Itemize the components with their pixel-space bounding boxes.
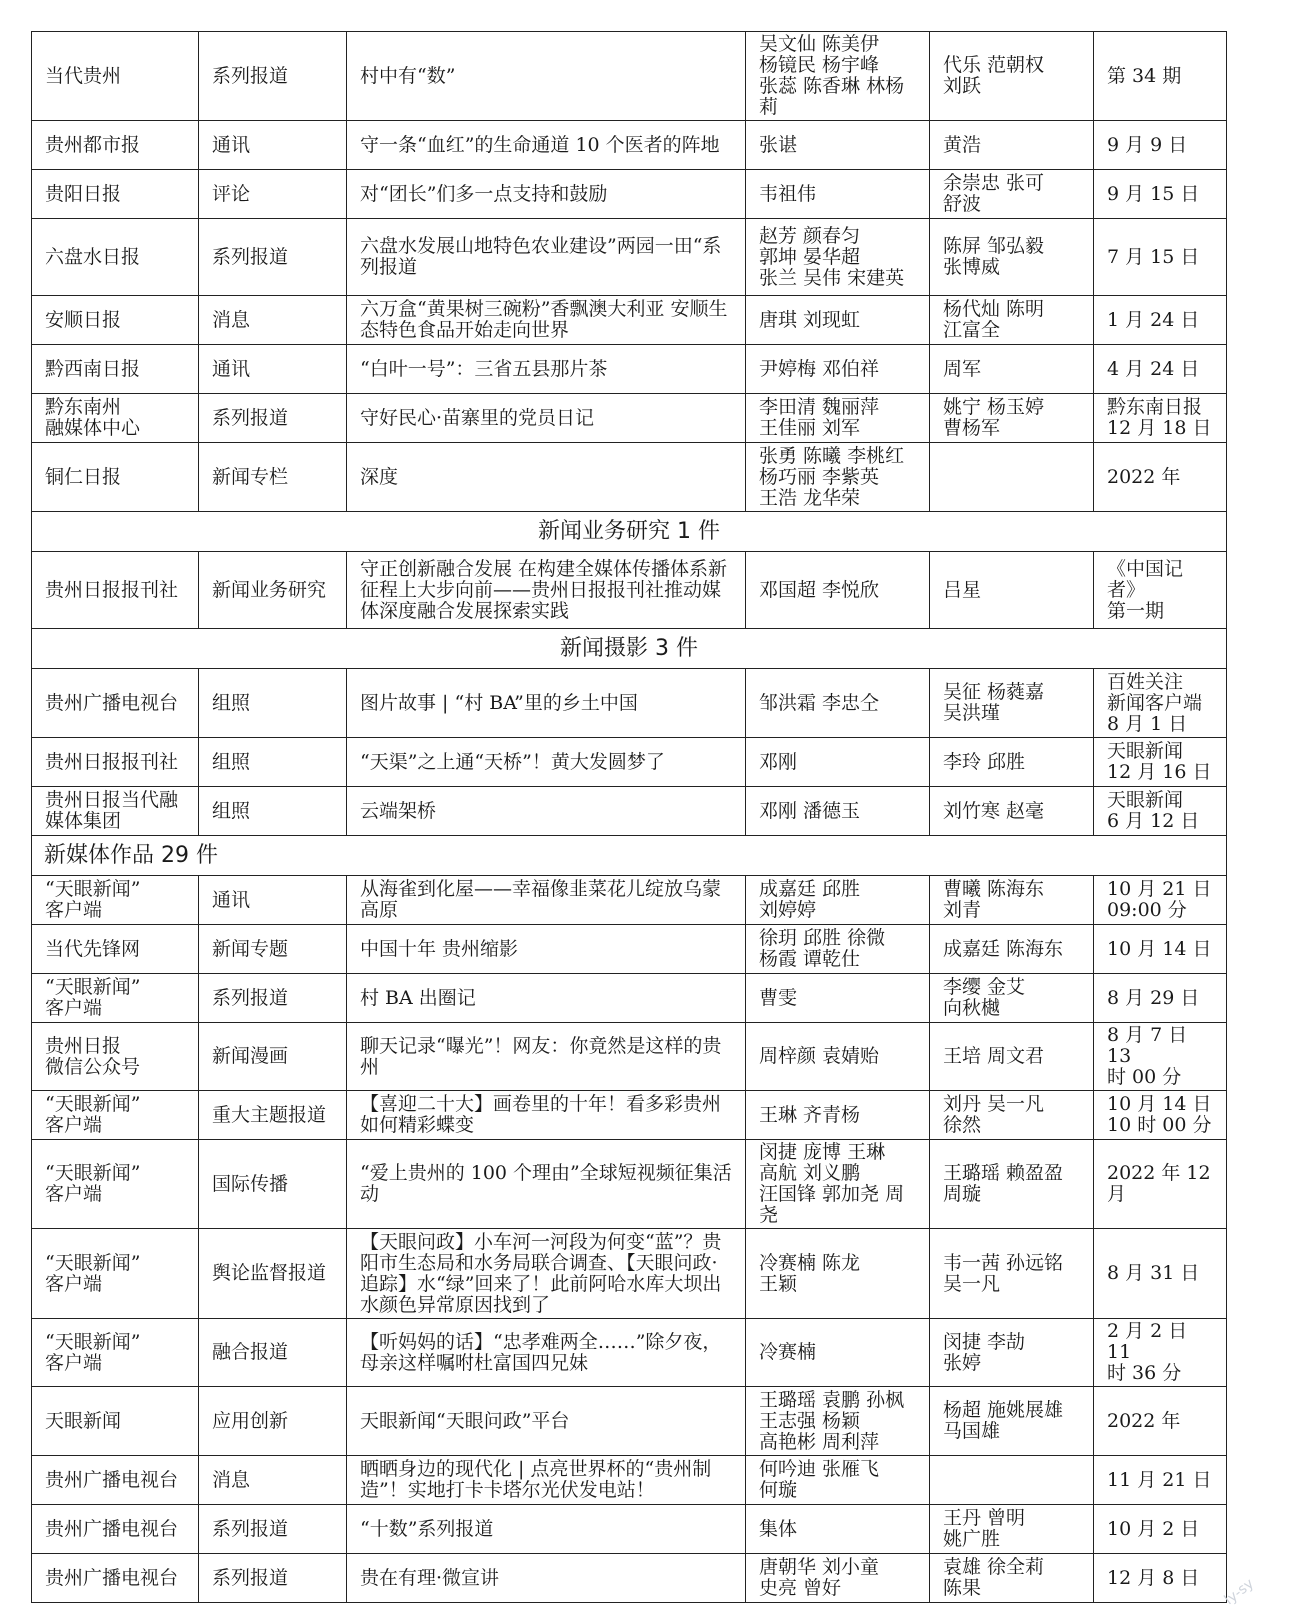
category-cell: 通讯 xyxy=(199,876,347,925)
title-cell: 聊天记录“曝光”！网友：你竟然是这样的贵州 xyxy=(347,1023,746,1091)
table-row xyxy=(32,1387,1227,1456)
title-cell: 从海雀到化屋——幸福像韭菜花儿绽放乌蒙高原 xyxy=(347,876,746,925)
media-cell: 天眼新闻 xyxy=(32,1387,199,1456)
title-cell: 守正创新融合发展 在构建全媒体传播体系新征程上大步向前——贵州日报报刊社推动媒体深度融合发展探索实践 xyxy=(347,552,746,629)
section-title: 新闻摄影 3 件 xyxy=(32,629,1227,669)
editor-cell: 刘竹寒 赵毫 xyxy=(930,787,1094,836)
table-row xyxy=(32,1140,1227,1229)
author-cell: 王琳 齐青杨 xyxy=(746,1091,930,1140)
editor-cell: 周军 xyxy=(930,345,1094,394)
title-cell: 深度 xyxy=(347,443,746,512)
table-row xyxy=(32,1456,1227,1505)
category-cell: 国际传播 xyxy=(199,1140,347,1229)
title-cell: “天渠”之上通“天桥”！黄大发圆梦了 xyxy=(347,738,746,787)
section-header-research xyxy=(32,512,1227,552)
editor-cell: 杨代灿 陈明 江富全 xyxy=(930,296,1094,345)
media-cell: 贵州日报当代融 媒体集团 xyxy=(32,787,199,836)
editor-cell: 刘丹 吴一凡 徐然 xyxy=(930,1091,1094,1140)
date-cell: 2022 年 xyxy=(1094,1387,1227,1456)
table-row xyxy=(32,345,1227,394)
media-cell: “天眼新闻” 客户端 xyxy=(32,974,199,1023)
media-cell: “天眼新闻” 客户端 xyxy=(32,876,199,925)
title-cell: 【听妈妈的话】“忠孝难两全……”除夕夜，母亲这样嘱咐杜富国四兄妹 xyxy=(347,1319,746,1387)
date-cell: 天眼新闻 6 月 12 日 xyxy=(1094,787,1227,836)
table-row xyxy=(32,1023,1227,1091)
author-cell: 赵芳 颜春匀 郭坤 晏华超 张兰 吴伟 宋建英 xyxy=(746,219,930,296)
editor-cell: 黄浩 xyxy=(930,121,1094,170)
media-cell: 当代贵州 xyxy=(32,32,199,121)
media-cell: 安顺日报 xyxy=(32,296,199,345)
date-cell: 2 月 2 日 11 时 36 分 xyxy=(1094,1319,1227,1387)
media-cell: “天眼新闻” 客户端 xyxy=(32,1140,199,1229)
media-cell: 贵阳日报 xyxy=(32,170,199,219)
editor-cell: 韦一茜 孙远铭 吴一凡 xyxy=(930,1229,1094,1319)
editor-cell: 吴征 杨蕤嘉 吴洪瑾 xyxy=(930,669,1094,738)
date-cell: 11 月 21 日 xyxy=(1094,1456,1227,1505)
category-cell: 组照 xyxy=(199,738,347,787)
editor-cell: 代乐 范朝权 刘跃 xyxy=(930,32,1094,121)
editor-cell: 王培 周文君 xyxy=(930,1023,1094,1091)
author-cell: 何吟迪 张雁飞 何璇 xyxy=(746,1456,930,1505)
category-cell: 融合报道 xyxy=(199,1319,347,1387)
author-cell: 曹雯 xyxy=(746,974,930,1023)
editor-cell xyxy=(930,443,1094,512)
author-cell: 唐朝华 刘小童 史亮 曾好 xyxy=(746,1554,930,1603)
date-cell: 2022 年 xyxy=(1094,443,1227,512)
author-cell: 集体 xyxy=(746,1505,930,1554)
date-cell: 百姓关注 新闻客户端 8 月 1 日 xyxy=(1094,669,1227,738)
category-cell: 组照 xyxy=(199,787,347,836)
author-cell: 邓刚 潘德玉 xyxy=(746,787,930,836)
editor-cell: 余崇忠 张可 舒波 xyxy=(930,170,1094,219)
category-cell: 舆论监督报道 xyxy=(199,1229,347,1319)
author-cell: 邓刚 xyxy=(746,738,930,787)
editor-cell: 闵捷 李劼 张婷 xyxy=(930,1319,1094,1387)
author-cell: 邹洪霜 李忠仝 xyxy=(746,669,930,738)
date-cell: 8 月 31 日 xyxy=(1094,1229,1227,1319)
date-cell: 9 月 15 日 xyxy=(1094,170,1227,219)
media-cell: 贵州都市报 xyxy=(32,121,199,170)
author-cell: 张谌 xyxy=(746,121,930,170)
table-row xyxy=(32,1091,1227,1140)
editor-cell: 袁雄 徐全莉 陈果 xyxy=(930,1554,1094,1603)
media-cell: 贵州广播电视台 xyxy=(32,1554,199,1603)
category-cell: 通讯 xyxy=(199,121,347,170)
date-cell: 2022 年 12 月 xyxy=(1094,1140,1227,1229)
date-cell: 10 月 21 日 09:00 分 xyxy=(1094,876,1227,925)
media-cell: 当代先锋网 xyxy=(32,925,199,974)
title-cell: “十数”系列报道 xyxy=(347,1505,746,1554)
category-cell: 系列报道 xyxy=(199,1505,347,1554)
title-cell: 【喜迎二十大】画卷里的十年！看多彩贵州如何精彩蝶变 xyxy=(347,1091,746,1140)
table-row xyxy=(32,443,1227,512)
title-cell: 村中有“数” xyxy=(347,32,746,121)
media-cell: 贵州日报报刊社 xyxy=(32,738,199,787)
table-row xyxy=(32,1505,1227,1554)
date-cell: 天眼新闻 12 月 16 日 xyxy=(1094,738,1227,787)
editor-cell: 曹曦 陈海东 刘青 xyxy=(930,876,1094,925)
editor-cell: 吕星 xyxy=(930,552,1094,629)
table-row xyxy=(32,925,1227,974)
author-cell: 尹婷梅 邓伯祥 xyxy=(746,345,930,394)
category-cell: 通讯 xyxy=(199,345,347,394)
category-cell: 组照 xyxy=(199,669,347,738)
category-cell: 系列报道 xyxy=(199,32,347,121)
author-cell: 王璐瑶 袁鹏 孙枫 王志强 杨颖 高艳彬 周利萍 xyxy=(746,1387,930,1456)
table-row xyxy=(32,296,1227,345)
section-header-new-media xyxy=(32,836,1227,876)
author-cell: 唐琪 刘现虹 xyxy=(746,296,930,345)
title-cell: 六万盒“黄果树三碗粉”香飘澳大利亚 安顺生态特色食品开始走向世界 xyxy=(347,296,746,345)
author-cell: 邓国超 李悦欣 xyxy=(746,552,930,629)
title-cell: 六盘水发展山地特色农业建设”两园一田“系列报道 xyxy=(347,219,746,296)
table-row xyxy=(32,394,1227,443)
title-cell: 【天眼问政】小车河一河段为何变“蓝”？贵阳市生态局和水务局联合调查、【天眼问政·追踪】水“绿”回来了！此前阿哈水库大坝出水颜色异常原因找到了 xyxy=(347,1229,746,1319)
category-cell: 重大主题报道 xyxy=(199,1091,347,1140)
table-row xyxy=(32,876,1227,925)
category-cell: 系列报道 xyxy=(199,219,347,296)
author-cell: 冷赛楠 陈龙 王颖 xyxy=(746,1229,930,1319)
table-row xyxy=(32,170,1227,219)
media-cell: “天眼新闻” 客户端 xyxy=(32,1319,199,1387)
author-cell: 徐玥 邱胜 徐微 杨霞 谭乾仕 xyxy=(746,925,930,974)
title-cell: 守好民心·苗寨里的党员日记 xyxy=(347,394,746,443)
title-cell: 村 BA 出圈记 xyxy=(347,974,746,1023)
media-cell: 贵州广播电视台 xyxy=(32,669,199,738)
title-cell: 对“团长”们多一点支持和鼓励 xyxy=(347,170,746,219)
category-cell: 消息 xyxy=(199,296,347,345)
date-cell: 第 34 期 xyxy=(1094,32,1227,121)
table-row xyxy=(32,219,1227,296)
author-cell: 冷赛楠 xyxy=(746,1319,930,1387)
category-cell: 新闻漫画 xyxy=(199,1023,347,1091)
author-cell: 成嘉廷 邱胜 刘婷婷 xyxy=(746,876,930,925)
table-row xyxy=(32,552,1227,629)
title-cell: 中国十年 贵州缩影 xyxy=(347,925,746,974)
section-header-photography xyxy=(32,629,1227,669)
category-cell: 系列报道 xyxy=(199,974,347,1023)
title-cell: “爱上贵州的 100 个理由”全球短视频征集活动 xyxy=(347,1140,746,1229)
table-row xyxy=(32,32,1227,121)
date-cell: 12 月 8 日 xyxy=(1094,1554,1227,1603)
date-cell: 10 月 14 日 10 时 00 分 xyxy=(1094,1091,1227,1140)
awards-table xyxy=(31,31,1227,1603)
media-cell: 贵州日报 微信公众号 xyxy=(32,1023,199,1091)
table-row xyxy=(32,738,1227,787)
title-cell: 天眼新闻“天眼问政”平台 xyxy=(347,1387,746,1456)
watermark: ly-sy xyxy=(1221,1575,1258,1609)
table-row xyxy=(32,1554,1227,1603)
media-cell: 贵州广播电视台 xyxy=(32,1456,199,1505)
editor-cell: 姚宁 杨玉婷 曹杨军 xyxy=(930,394,1094,443)
date-cell: 8 月 7 日 13 时 00 分 xyxy=(1094,1023,1227,1091)
editor-cell: 成嘉廷 陈海东 xyxy=(930,925,1094,974)
author-cell: 周梓颜 袁婧贻 xyxy=(746,1023,930,1091)
editor-cell: 王璐瑶 赖盈盈 周璇 xyxy=(930,1140,1094,1229)
category-cell: 消息 xyxy=(199,1456,347,1505)
category-cell: 系列报道 xyxy=(199,394,347,443)
title-cell: 守一条“血红”的生命通道 10 个医者的阵地 xyxy=(347,121,746,170)
table-row xyxy=(32,974,1227,1023)
author-cell: 闵捷 庞博 王琳 高航 刘义鹏 汪国锋 郭加尧 周尧 xyxy=(746,1140,930,1229)
date-cell: 1 月 24 日 xyxy=(1094,296,1227,345)
title-cell: 贵在有理·微宣讲 xyxy=(347,1554,746,1603)
media-cell: 黔西南日报 xyxy=(32,345,199,394)
title-cell: 图片故事 | “村 BA”里的乡土中国 xyxy=(347,669,746,738)
table-row xyxy=(32,787,1227,836)
media-cell: “天眼新闻” 客户端 xyxy=(32,1091,199,1140)
category-cell: 应用创新 xyxy=(199,1387,347,1456)
media-cell: 贵州日报报刊社 xyxy=(32,552,199,629)
category-cell: 系列报道 xyxy=(199,1554,347,1603)
author-cell: 吴文仙 陈美伊 杨镜民 杨宇峰 张蕊 陈香琳 林杨莉 xyxy=(746,32,930,121)
editor-cell: 王丹 曾明 姚广胜 xyxy=(930,1505,1094,1554)
title-cell: “白叶一号”：三省五县那片茶 xyxy=(347,345,746,394)
editor-cell: 陈屏 邹弘毅 张博威 xyxy=(930,219,1094,296)
editor-cell xyxy=(930,1456,1094,1505)
date-cell: 10 月 14 日 xyxy=(1094,925,1227,974)
category-cell: 评论 xyxy=(199,170,347,219)
date-cell: 7 月 15 日 xyxy=(1094,219,1227,296)
category-cell: 新闻业务研究 xyxy=(199,552,347,629)
table-row xyxy=(32,121,1227,170)
table-row xyxy=(32,669,1227,738)
section-title: 新闻业务研究 1 件 xyxy=(32,512,1227,552)
category-cell: 新闻专题 xyxy=(199,925,347,974)
section-title: 新媒体作品 29 件 xyxy=(32,836,1227,876)
date-cell: 黔东南日报 12 月 18 日 xyxy=(1094,394,1227,443)
editor-cell: 杨超 施姚展雄 马国雄 xyxy=(930,1387,1094,1456)
date-cell: 10 月 2 日 xyxy=(1094,1505,1227,1554)
author-cell: 张勇 陈曦 李桃红 杨巧丽 李紫英 王浩 龙华荣 xyxy=(746,443,930,512)
date-cell: 4 月 24 日 xyxy=(1094,345,1227,394)
editor-cell: 李玲 邱胜 xyxy=(930,738,1094,787)
author-cell: 李田清 魏丽萍 王佳丽 刘军 xyxy=(746,394,930,443)
date-cell: 8 月 29 日 xyxy=(1094,974,1227,1023)
date-cell: 9 月 9 日 xyxy=(1094,121,1227,170)
media-cell: 贵州广播电视台 xyxy=(32,1505,199,1554)
title-cell: 晒晒身边的现代化 | 点亮世界杯的“贵州制造”！实地打卡卡塔尔光伏发电站！ xyxy=(347,1456,746,1505)
author-cell: 韦祖伟 xyxy=(746,170,930,219)
table-row xyxy=(32,1319,1227,1387)
media-cell: 铜仁日报 xyxy=(32,443,199,512)
category-cell: 新闻专栏 xyxy=(199,443,347,512)
media-cell: 六盘水日报 xyxy=(32,219,199,296)
table-row xyxy=(32,1229,1227,1319)
date-cell: 《中国记者》 第一期 xyxy=(1094,552,1227,629)
media-cell: “天眼新闻” 客户端 xyxy=(32,1229,199,1319)
media-cell: 黔东南州 融媒体中心 xyxy=(32,394,199,443)
title-cell: 云端架桥 xyxy=(347,787,746,836)
editor-cell: 李缨 金艾 向秋樾 xyxy=(930,974,1094,1023)
